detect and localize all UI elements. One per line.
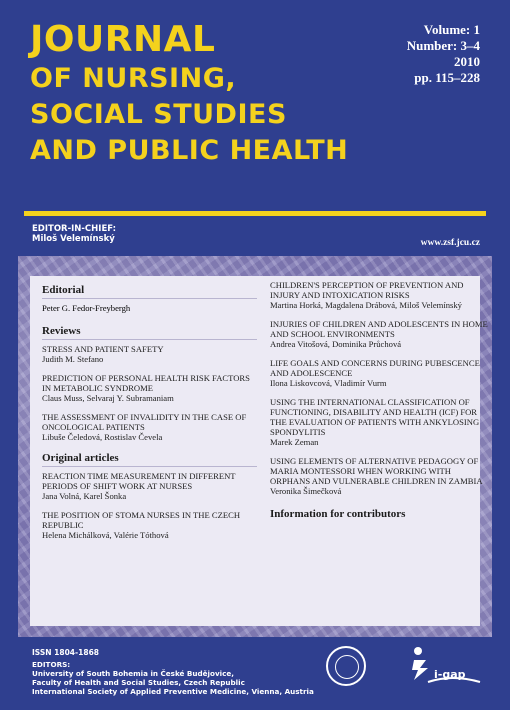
article-entry[interactable]	[270, 456, 490, 496]
editors-label: EDITORS:	[32, 660, 71, 669]
editors-block	[32, 660, 314, 696]
reviews-heading: Reviews	[42, 325, 257, 340]
editor-name: Miloš Velemínský	[32, 234, 115, 244]
issn: ISSN 1804-1868	[32, 648, 100, 657]
editorial-section	[42, 284, 257, 313]
title-line-2: OF NURSING,	[30, 63, 237, 94]
divider-line	[24, 211, 486, 216]
seal-inner-ring	[335, 655, 359, 679]
original-articles-section	[42, 452, 257, 540]
original-articles-heading: Original articles	[42, 452, 257, 467]
article-entry[interactable]	[42, 373, 257, 403]
article-title: PREDICTION OF PERSONAL HEALTH RISK FACTORS IN METABOLIC SYNDROME	[42, 373, 250, 393]
article-entry[interactable]	[42, 471, 257, 501]
article-entry[interactable]	[42, 510, 257, 540]
article-entry[interactable]	[42, 344, 257, 364]
university-seal-icon	[326, 646, 366, 686]
journal-title	[30, 20, 360, 168]
article-authors: Martina Horká, Magdalena Drábová, Miloš Velemínský	[270, 300, 462, 310]
article-entry[interactable]	[270, 280, 490, 310]
information-for-contributors[interactable]: Information for contributors	[270, 508, 406, 520]
editor-label: EDITOR-IN-CHIEF:	[32, 224, 116, 234]
article-authors: Jana Volná, Karel Šonka	[42, 491, 127, 501]
article-title: STRESS AND PATIENT SAFETY	[42, 344, 164, 354]
article-authors: Helena Michálková, Valérie Tóthová	[42, 530, 169, 540]
article-title: LIFE GOALS AND CONCERNS DURING PUBESCENCE AND ADOLESCENCE	[270, 358, 480, 378]
logo-text: i-gap	[434, 668, 466, 681]
article-title: USING THE INTERNATIONAL CLASSIFICATION OF FUNCTIONING, DISABILITY AND HEALTH (ICF) FOR THE EVALUATION OF PATIENTS WITH ANKYLOSING SPONDYLITIS	[270, 397, 480, 437]
article-authors: Veronika Šimečková	[270, 486, 342, 496]
title-line-4: AND PUBLIC HEALTH	[30, 135, 349, 166]
contents-left-column	[42, 284, 257, 549]
i-gap-logo-icon	[404, 644, 484, 690]
title-line-1: JOURNAL	[30, 19, 216, 60]
year: 2010	[454, 54, 480, 69]
editorial-heading: Editorial	[42, 284, 257, 299]
pages: pp. 115–228	[414, 70, 480, 85]
editorial-author: Peter G. Fedor-Freybergh	[42, 303, 131, 313]
editors-line: Faculty of Health and Social Studies, Czech Republic	[32, 678, 245, 687]
contents-panel	[30, 276, 488, 626]
editor-in-chief	[32, 224, 116, 244]
article-authors: Ilona Liskovcová, Vladimír Vurm	[270, 378, 387, 388]
article-authors: Claus Muss, Selvaraj Y. Subramaniam	[42, 393, 174, 403]
reviews-section	[42, 325, 257, 442]
cover-footer	[0, 640, 510, 710]
article-title: THE POSITION OF STOMA NURSES IN THE CZECH REPUBLIC	[42, 510, 241, 530]
article-authors: Marek Zeman	[270, 437, 319, 447]
number: Number: 3–4	[406, 38, 480, 53]
title-line-3: SOCIAL STUDIES	[30, 99, 287, 130]
article-title: REACTION TIME MEASUREMENT IN DIFFERENT PERIODS OF SHIFT WORK AT NURSES	[42, 471, 236, 491]
editors-line: International Society of Applied Preventive Medicine, Vienna, Austria	[32, 687, 314, 696]
article-authors: Andrea Vitošová, Dominika Průchová	[270, 339, 402, 349]
article-title: THE ASSESSMENT OF INVALIDITY IN THE CASE OF ONCOLOGICAL PATIENTS	[42, 412, 247, 432]
contents-right-column	[270, 280, 490, 525]
article-entry[interactable]	[270, 397, 490, 447]
article-entry[interactable]	[270, 319, 490, 349]
article-entry[interactable]	[270, 358, 490, 388]
article-title: USING ELEMENTS OF ALTERNATIVE PEDAGOGY OF MARIA MONTESSORI WHEN WORKING WITH ORPHANS AND VULNERABLE CHILDREN IN ZAMBIA	[270, 456, 483, 486]
website-url[interactable]: www.zsf.jcu.cz	[420, 238, 480, 248]
article-authors: Libuše Čeledová, Rostislav Čevela	[42, 432, 163, 442]
volume-info	[407, 22, 480, 86]
article-entry[interactable]	[42, 412, 257, 442]
editors-line: University of South Bohemia in České Budějovice,	[32, 669, 234, 678]
article-title: CHILDREN'S PERCEPTION OF PREVENTION AND INJURY AND INTOXICATION RISKS	[270, 280, 464, 300]
article-title: INJURIES OF CHILDREN AND ADOLESCENTS IN HOME AND SCHOOL ENVIRONMENTS	[270, 319, 488, 339]
article-authors: Judith M. Stefano	[42, 354, 104, 364]
volume: Volume: 1	[423, 22, 480, 37]
